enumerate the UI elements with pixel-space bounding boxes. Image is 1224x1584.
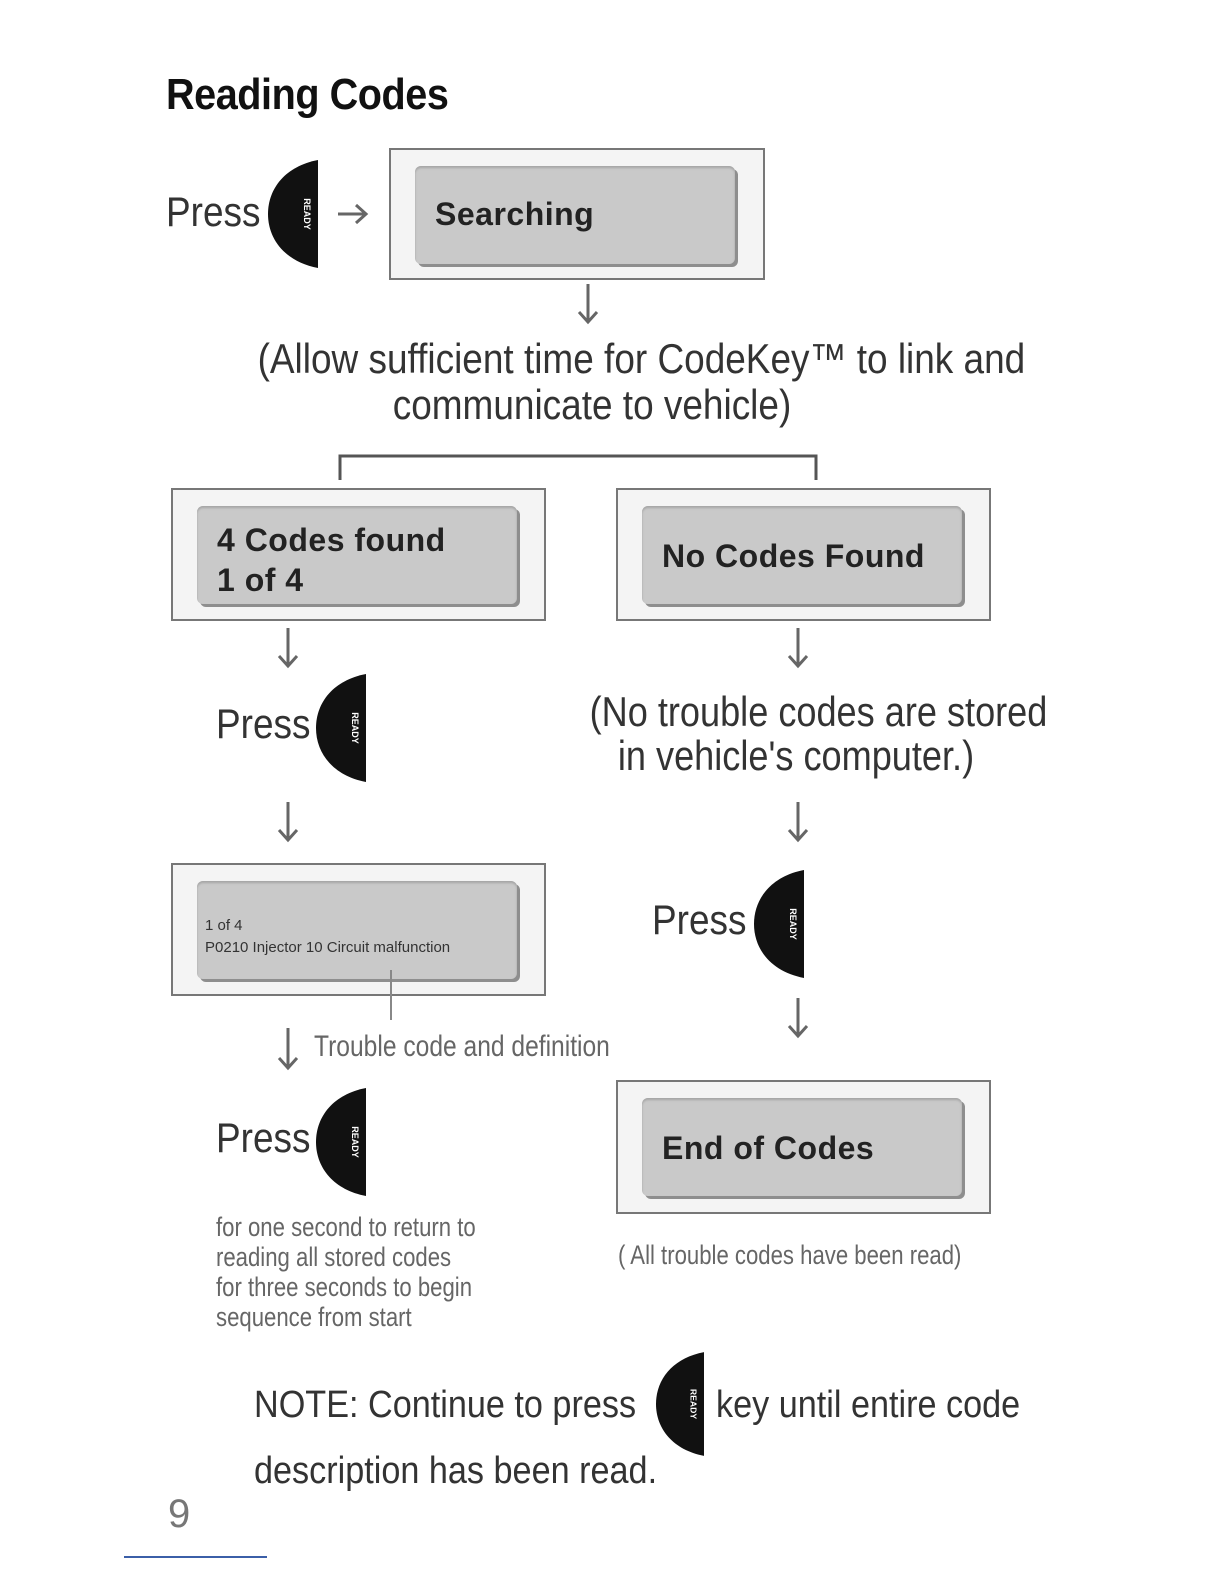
down-arrow-icon (786, 998, 810, 1040)
down-arrow-icon (276, 1028, 300, 1072)
press-label: Press (652, 896, 747, 943)
press-label: Press (166, 188, 261, 235)
trouble-code-caption: Trouble code and definition (314, 1030, 610, 1063)
ready-button-label: READY (688, 1388, 699, 1420)
ready-button-icon (656, 1352, 704, 1456)
lcd-text-code-detail: 1 of 4 P0210 Injector 10 Circuit malfunction (205, 917, 451, 956)
down-arrow-icon (576, 284, 600, 326)
codes-found-screen (171, 488, 546, 621)
allow-time-note: (Allow sufficient time for CodeKey™ to link and communicate to vehicle) (257, 335, 1026, 428)
ready-button-icon[interactable] (754, 870, 804, 978)
press-label: Press (216, 700, 311, 747)
ready-button-icon[interactable] (316, 1088, 366, 1196)
lcd-text-end-of-codes: End of Codes (662, 1130, 875, 1166)
page-number: 9 (168, 1492, 191, 1536)
no-codes-screen (616, 488, 991, 621)
ready-button-icon[interactable] (316, 674, 366, 782)
searching-screen (389, 148, 765, 280)
note-line-2: description has been read. (254, 1450, 658, 1492)
note-line-1-part2: key until entire code (716, 1384, 1021, 1426)
lcd-text-codes-found: 4 Codes found 1 of 4 (217, 522, 446, 598)
footer-rule (124, 1556, 267, 1558)
branch-connector (330, 450, 826, 484)
ready-button-label: READY (302, 198, 312, 230)
ready-button-icon[interactable] (268, 160, 318, 268)
down-arrow-icon (786, 628, 810, 670)
no-trouble-note: (No trouble codes are stored in vehicle's computer.) (589, 688, 1048, 779)
lcd-text-searching: Searching (435, 196, 595, 232)
end-of-codes-screen (616, 1080, 991, 1214)
code-detail-screen (171, 863, 546, 996)
callout-line (390, 970, 392, 1020)
lcd-text-no-codes: No Codes Found (662, 538, 925, 574)
press-duration-note: for one second to return to reading all stored codes for three seconds to begin sequence from start (216, 1212, 476, 1332)
down-arrow-icon (276, 802, 300, 844)
lcd-display (415, 166, 735, 264)
ready-button-label: READY (788, 908, 798, 940)
down-arrow-icon (786, 802, 810, 844)
ready-button-label: READY (350, 1126, 360, 1158)
right-arrow-icon (336, 200, 370, 228)
lcd-display (197, 506, 517, 604)
lcd-display (642, 506, 962, 604)
lcd-display (642, 1098, 962, 1196)
lcd-display (197, 881, 517, 979)
all-read-note: ( All trouble codes have been read) (618, 1240, 962, 1270)
down-arrow-icon (276, 628, 300, 670)
page-title: Reading Codes (166, 70, 449, 119)
press-label: Press (216, 1114, 311, 1161)
ready-button-label: READY (350, 712, 360, 744)
note-line-1-part1: NOTE: Continue to press (254, 1384, 637, 1426)
